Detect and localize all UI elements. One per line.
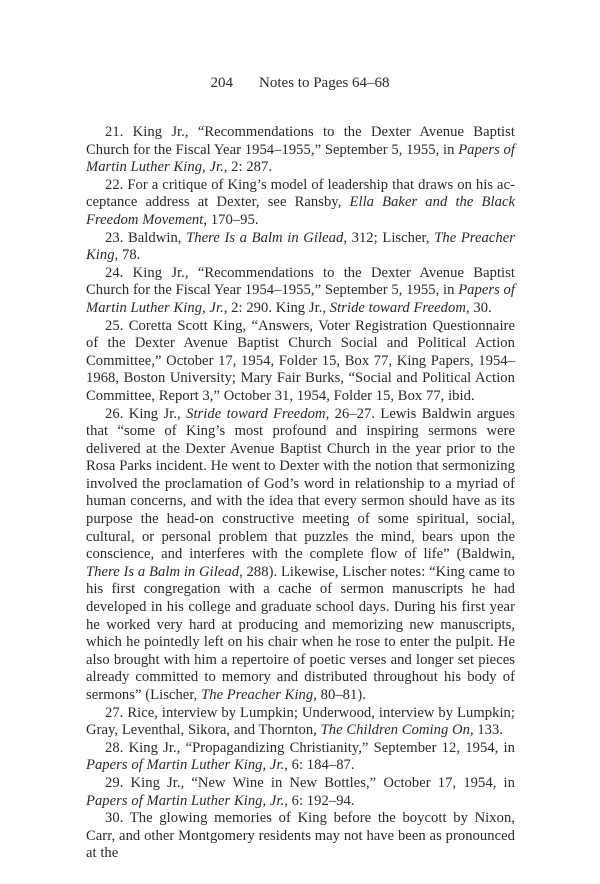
italic-title: The Preacher King bbox=[86, 229, 515, 264]
note-text: 30. The glowing memories of King before the boycott by Nixon, Carr, and other Montgomery residents may not have been as pronounced at the bbox=[86, 810, 515, 862]
running-head-title: Notes to Pages 64–68 bbox=[259, 75, 390, 91]
italic-title: Stride toward Freedom bbox=[329, 299, 466, 316]
running-head bbox=[0, 74, 600, 92]
note-text: , 288). Likewise, Lischer notes: “King came to his first congregation with a cache of sermon manuscripts he had developed in his college and graduate school days. During his first year he worked very hard at producing and memorizing new manuscripts, which he pointedly left on his chair when he rose to enter the pulpit. He also brought with him a repertoire of poetic verses and longer set pieces already committed to memory and distributed throughout his body of sermons” (Lischer, bbox=[86, 563, 515, 703]
endnote-27 bbox=[86, 705, 515, 740]
note-text: 22. For a critique of King’s model of leadership that draws on his acceptance address at Dexter, see Ransby, bbox=[86, 176, 515, 211]
note-text: , 6: 192–94. bbox=[284, 792, 355, 809]
endnote-29 bbox=[86, 775, 515, 810]
italic-title: Ella Baker and the Black Freedom Movement bbox=[86, 194, 515, 228]
italic-title: Papers of Martin Luther King, Jr. bbox=[86, 757, 285, 774]
endnotes-list bbox=[86, 124, 515, 863]
endnote-30 bbox=[86, 810, 515, 863]
note-text: , 312; Lischer, bbox=[343, 229, 435, 246]
endnote-21 bbox=[86, 124, 515, 177]
note-text: , 30. bbox=[465, 299, 492, 316]
italic-title: The Preacher King bbox=[201, 687, 314, 703]
note-text: 25. Coretta Scott King, “Answers, Voter Registration Questionnaire of the Dexter Avenue Baptist Church Social and Political Action Committee,” October 17, 1954, Folder 15, Box 77, King Papers, 1954–1968, Boston University; Mary Fair Burks, “Social and Political Action Committee, Report 3,” October 31, 1954, Folder 15, Box 77, ibid. bbox=[86, 317, 515, 404]
endnote-25 bbox=[86, 318, 515, 406]
note-text: , 26–27. Lewis Baldwin argues that “some of King’s most profound and inspiring sermons were delivered at the Dexter Avenue Baptist Church in the year prior to the Rosa Parks incident. He went to Dexter with the notion that sermonizing involved the proclamation of God’s word in relationship to a myriad of human concerns, and with the idea that every sermon should have as its purpose the head-on constructive meeting of some spiritual, social, cultural, or personal problem that puzzles the mind, bears upon the conscience, and interferes with the complete flow of life” (Baldwin, bbox=[86, 405, 515, 563]
italic-title: There Is a Balm in Gilead bbox=[186, 229, 344, 246]
note-text: , 6: 184–87. bbox=[284, 757, 355, 774]
italic-title: There Is a Balm in Gilead bbox=[86, 563, 240, 580]
note-text: , 80–81). bbox=[313, 687, 366, 703]
note-text: 21. King Jr., “Recommendations to the Dexter Avenue Baptist Church for the Fiscal Year 1954–1955,” September 5, 1955, in bbox=[86, 124, 515, 158]
italic-title: Papers of Martin Luther King, Jr. bbox=[86, 141, 516, 176]
italic-title: Stride toward Freedom bbox=[186, 405, 326, 422]
page-number: 204 bbox=[210, 75, 234, 91]
italic-title: The Children Coming On bbox=[320, 722, 470, 739]
note-text: 24. King Jr., “Recommendations to the Dexter Avenue Baptist Church for the Fiscal Year 1954–1955,” September 5, 1955, in bbox=[86, 264, 515, 299]
endnote-23 bbox=[86, 230, 515, 265]
note-text: , 133. bbox=[469, 722, 504, 739]
endnote-28 bbox=[86, 740, 515, 775]
note-text: , 170–95. bbox=[203, 211, 259, 228]
endnote-22 bbox=[86, 177, 515, 230]
endnote-24 bbox=[86, 265, 515, 318]
note-text: , 2: 287. bbox=[223, 159, 273, 176]
endnote-26 bbox=[86, 406, 515, 705]
note-text: 23. Baldwin, bbox=[105, 229, 187, 246]
note-text: , 78. bbox=[114, 247, 141, 264]
note-text: 29. King Jr., “New Wine in New Bottles,” October 17, 1954, in bbox=[105, 774, 515, 791]
note-text: 27. Rice, interview by Lumpkin; Underwood, interview by Lumpkin; Gray, Leventhal, Sikora, and Thornton, bbox=[86, 704, 515, 739]
note-text: , 2: 290. King Jr., bbox=[223, 299, 330, 316]
note-text: 28. King Jr., “Propagandizing Christianity,” September 12, 1954, in bbox=[105, 739, 515, 756]
italic-title: Papers of Martin Luther King, Jr. bbox=[86, 282, 516, 316]
note-text: 26. King Jr., bbox=[105, 405, 187, 422]
italic-title: Papers of Martin Luther King, Jr. bbox=[86, 792, 285, 809]
